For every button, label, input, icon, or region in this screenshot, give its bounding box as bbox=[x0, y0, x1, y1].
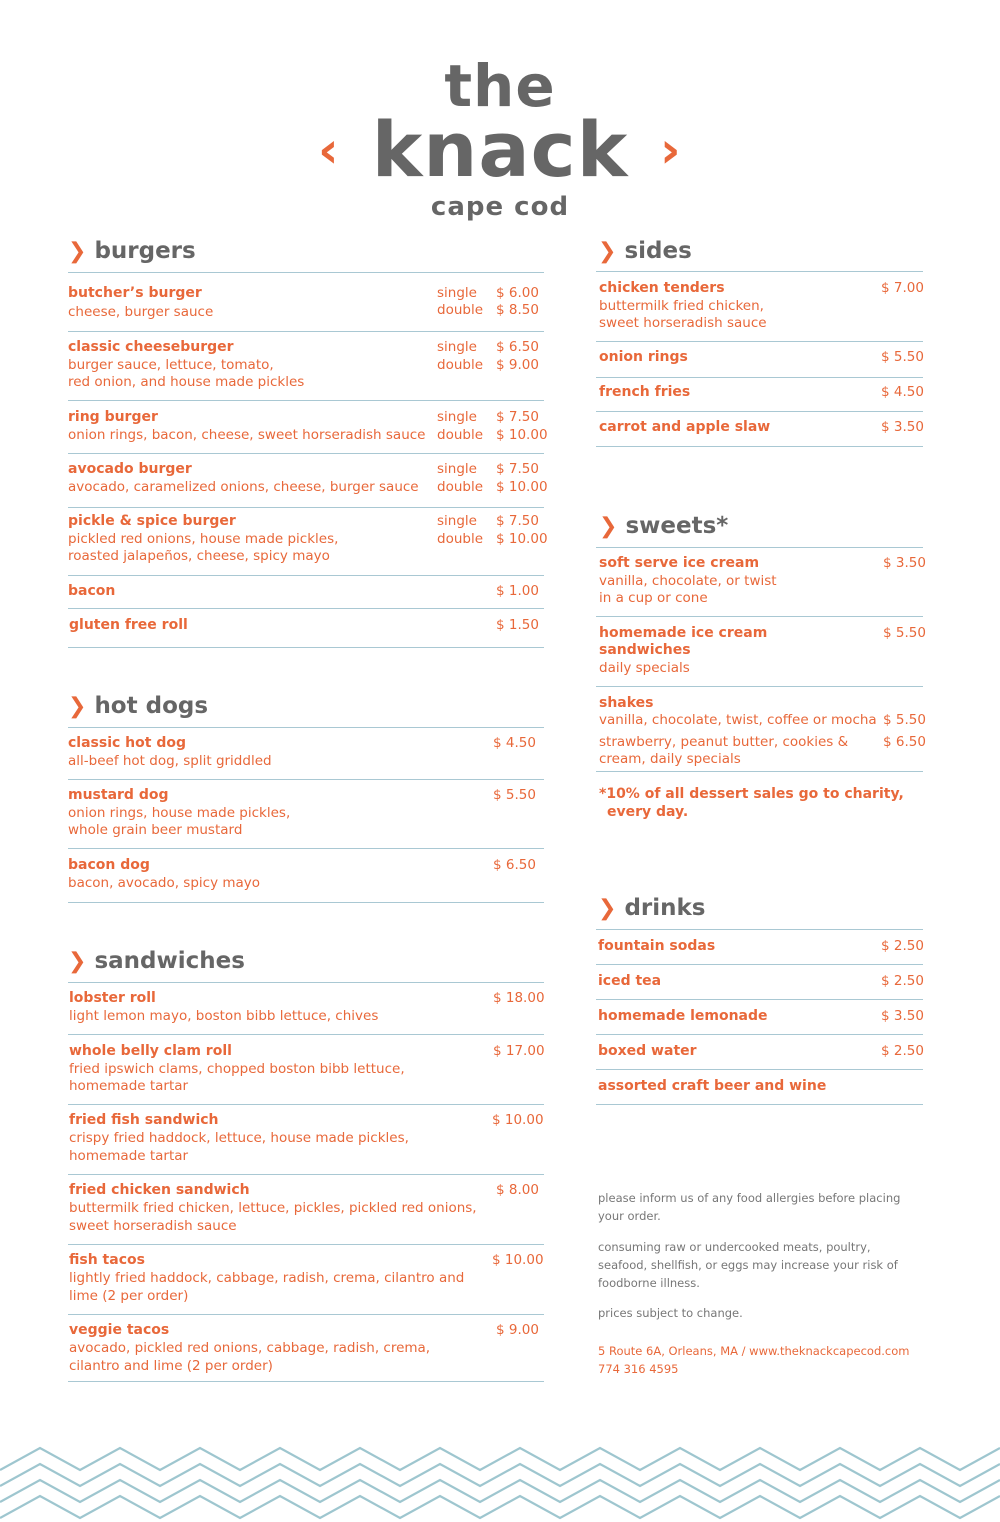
chevron-right-icon: ❯ bbox=[598, 896, 617, 921]
menu-item-desc: burger sauce, lettuce, tomato, bbox=[68, 357, 274, 373]
menu-item-desc: in a cup or cone bbox=[599, 590, 708, 606]
zigzag-line bbox=[0, 1496, 1000, 1518]
menu-item-desc: daily specials bbox=[599, 660, 690, 676]
menu-item-desc: lightly fried haddock, cabbage, radish, crema, cilantro and bbox=[69, 1270, 465, 1286]
chevron-right-icon: ❯ bbox=[68, 694, 87, 719]
section-title-text: drinks bbox=[624, 895, 706, 921]
price: $ 3.50 bbox=[881, 419, 924, 435]
price: $ 18.00 bbox=[493, 990, 545, 1006]
section-title-sweets bbox=[599, 513, 728, 539]
divider bbox=[596, 411, 923, 412]
menu-item-name: fish tacos bbox=[69, 1252, 145, 1268]
menu-item-name: veggie tacos bbox=[69, 1322, 170, 1338]
price: $ 5.50 bbox=[493, 787, 536, 803]
divider bbox=[68, 1381, 544, 1382]
divider bbox=[68, 507, 544, 508]
size-label: double bbox=[437, 427, 484, 443]
menu-item-desc: whole grain beer mustard bbox=[68, 822, 243, 838]
divider bbox=[68, 727, 544, 728]
section-title-burgers bbox=[68, 238, 196, 264]
section-title-text: sandwiches bbox=[94, 948, 245, 974]
divider bbox=[596, 616, 923, 617]
price: $ 6.50 bbox=[883, 734, 926, 750]
divider bbox=[68, 1104, 544, 1105]
price: $ 7.50 bbox=[496, 461, 539, 477]
raw-food-warning: foodborne illness. bbox=[598, 1276, 700, 1290]
divider bbox=[68, 647, 544, 648]
divider bbox=[68, 902, 544, 903]
divider bbox=[596, 686, 923, 687]
menu-item-name: avocado burger bbox=[68, 461, 192, 477]
divider bbox=[596, 271, 923, 272]
menu-item-desc: cilantro and lime (2 per order) bbox=[69, 1358, 273, 1374]
price: $ 17.00 bbox=[493, 1043, 545, 1059]
address: 5 Route 6A, Orleans, MA / www.theknackcapecod.com bbox=[598, 1344, 910, 1358]
allergy-notice: please inform us of any food allergies before placing bbox=[598, 1191, 901, 1205]
divider bbox=[68, 608, 544, 609]
price: $ 6.00 bbox=[496, 285, 539, 301]
menu-item-desc: cream, daily specials bbox=[599, 751, 741, 767]
menu-item-desc: avocado, pickled red onions, cabbage, radish, crema, bbox=[69, 1340, 431, 1356]
price: $ 8.00 bbox=[496, 1182, 539, 1198]
menu-item-name: carrot and apple slaw bbox=[599, 419, 771, 435]
menu-item-name: classic cheeseburger bbox=[68, 339, 234, 355]
menu-item-desc: buttermilk fried chicken, lettuce, pickles, pickled red onions, bbox=[69, 1200, 477, 1216]
price: $ 10.00 bbox=[492, 1112, 544, 1128]
menu-item-name: fried fish sandwich bbox=[69, 1112, 219, 1128]
price: $ 5.50 bbox=[881, 349, 924, 365]
section-title-text: sweets* bbox=[625, 513, 729, 539]
price: $ 7.50 bbox=[496, 513, 539, 529]
divider bbox=[596, 771, 923, 772]
charity-note: *10% of all dessert sales go to charity, bbox=[599, 786, 904, 802]
menu-item-name: onion rings bbox=[599, 349, 688, 365]
size-label: double bbox=[437, 531, 484, 547]
size-label: single bbox=[437, 285, 477, 301]
price: $ 5.50 bbox=[883, 625, 926, 641]
price: $ 7.00 bbox=[881, 280, 924, 296]
menu-item-desc: vanilla, chocolate, or twist bbox=[599, 573, 777, 589]
menu-item-name: chicken tenders bbox=[599, 280, 725, 296]
price: $ 5.50 bbox=[883, 712, 926, 728]
menu-item-desc: homemade tartar bbox=[69, 1078, 189, 1094]
menu-item-desc: pickled red onions, house made pickles, bbox=[68, 531, 339, 547]
section-title-hot-dogs bbox=[68, 693, 208, 719]
charity-note: every day. bbox=[607, 804, 689, 820]
divider bbox=[596, 1104, 923, 1105]
menu-item-desc: fried ipswich clams, chopped boston bibb lettuce, bbox=[69, 1061, 405, 1077]
size-label: single bbox=[437, 461, 477, 477]
divider bbox=[596, 999, 923, 1000]
menu-item-desc: strawberry, peanut butter, cookies & bbox=[599, 734, 849, 750]
divider bbox=[596, 1034, 923, 1035]
size-label: double bbox=[437, 302, 484, 318]
price: $ 10.00 bbox=[496, 531, 548, 547]
divider bbox=[68, 1034, 544, 1035]
menu-item-name: fried chicken sandwich bbox=[69, 1182, 250, 1198]
zigzag-line bbox=[0, 1480, 1000, 1502]
menu-item-name: pickle & spice burger bbox=[68, 513, 236, 529]
raw-food-warning: seafood, shellfish, or eggs may increase your risk of bbox=[598, 1258, 898, 1272]
menu-item-desc: buttermilk fried chicken, bbox=[599, 298, 764, 314]
menu-item-name: shakes bbox=[599, 695, 654, 711]
price: $ 8.50 bbox=[496, 302, 539, 318]
menu-item-desc: sweet horseradish sauce bbox=[599, 315, 767, 331]
divider bbox=[68, 1174, 544, 1175]
menu-item-name: lobster roll bbox=[69, 990, 156, 1006]
divider bbox=[68, 779, 544, 780]
menu-item-desc: onion rings, bacon, cheese, sweet horseradish sauce bbox=[68, 427, 426, 443]
menu-item-name: assorted craft beer and wine bbox=[598, 1078, 827, 1094]
divider bbox=[68, 1314, 544, 1315]
price: $ 6.50 bbox=[493, 857, 536, 873]
divider bbox=[68, 272, 544, 273]
price: $ 9.00 bbox=[496, 357, 539, 373]
price: $ 2.50 bbox=[881, 1043, 924, 1059]
menu-item-name: ring burger bbox=[68, 409, 158, 425]
menu-item-name: french fries bbox=[599, 384, 691, 400]
menu-item-name: gluten free roll bbox=[69, 617, 188, 633]
price: $ 1.00 bbox=[496, 583, 539, 599]
allergy-notice: your order. bbox=[598, 1209, 661, 1223]
divider bbox=[68, 331, 544, 332]
size-label: single bbox=[437, 513, 477, 529]
size-label: double bbox=[437, 479, 484, 495]
chevron-right-icon: ❯ bbox=[598, 239, 617, 264]
menu-item-desc: light lemon mayo, boston bibb lettuce, chives bbox=[69, 1008, 379, 1024]
chevron-right-icon: ❯ bbox=[68, 949, 87, 974]
divider bbox=[68, 1244, 544, 1245]
divider bbox=[596, 929, 923, 930]
menu-item-desc: red onion, and house made pickles bbox=[68, 374, 305, 390]
menu-item-desc: bacon, avocado, spicy mayo bbox=[68, 875, 261, 891]
menu-item-name: fountain sodas bbox=[598, 938, 716, 954]
phone-number: 774 316 4595 bbox=[598, 1362, 679, 1376]
menu-item-name: classic hot dog bbox=[68, 735, 186, 751]
chevron-right-icon: › bbox=[660, 121, 681, 179]
menu-item-desc: avocado, caramelized onions, cheese, burger sauce bbox=[68, 479, 419, 495]
price: $ 10.00 bbox=[496, 479, 548, 495]
price: $ 9.00 bbox=[496, 1322, 539, 1338]
price: $ 4.50 bbox=[881, 384, 924, 400]
raw-food-warning: consuming raw or undercooked meats, poultry, bbox=[598, 1240, 871, 1254]
menu-item-name: homemade lemonade bbox=[598, 1008, 768, 1024]
menu-item-desc: cheese, burger sauce bbox=[68, 304, 214, 320]
menu-item-desc: lime (2 per order) bbox=[69, 1288, 189, 1304]
menu-item-name: homemade ice cream bbox=[599, 625, 768, 641]
price: $ 3.50 bbox=[883, 555, 926, 571]
menu-item-name: iced tea bbox=[598, 973, 662, 989]
section-title-text: hot dogs bbox=[94, 693, 209, 719]
menu-item-desc: homemade tartar bbox=[69, 1148, 189, 1164]
menu-item-name: bacon dog bbox=[68, 857, 150, 873]
menu-item-name: whole belly clam roll bbox=[69, 1043, 232, 1059]
size-label: single bbox=[437, 339, 477, 355]
menu-item-name: sandwiches bbox=[599, 642, 691, 658]
menu-item-name: mustard dog bbox=[68, 787, 169, 803]
divider bbox=[596, 377, 923, 378]
menu-item-desc: roasted jalapeños, cheese, spicy mayo bbox=[68, 548, 330, 564]
section-title-text: sides bbox=[624, 238, 692, 264]
section-title-sides bbox=[598, 238, 692, 264]
price: $ 3.50 bbox=[881, 1008, 924, 1024]
logo-knack: knack bbox=[371, 105, 629, 194]
chevron-right-icon: ❯ bbox=[599, 514, 618, 539]
divider bbox=[68, 453, 544, 454]
price: $ 2.50 bbox=[881, 938, 924, 954]
divider bbox=[596, 1069, 923, 1070]
zigzag-line bbox=[0, 1464, 1000, 1486]
size-label: single bbox=[437, 409, 477, 425]
section-title-sandwiches bbox=[68, 948, 245, 974]
divider bbox=[596, 446, 923, 447]
divider bbox=[68, 982, 544, 983]
menu-item-desc: sweet horseradish sauce bbox=[69, 1218, 237, 1234]
zigzag-line bbox=[0, 1448, 1000, 1470]
divider bbox=[68, 400, 544, 401]
price: $ 4.50 bbox=[493, 735, 536, 751]
price: $ 7.50 bbox=[496, 409, 539, 425]
menu-item-name: soft serve ice cream bbox=[599, 555, 760, 571]
price-notice: prices subject to change. bbox=[598, 1306, 743, 1320]
section-title-text: burgers bbox=[94, 238, 196, 264]
chevron-right-icon: ❯ bbox=[68, 239, 87, 264]
menu-item-desc: vanilla, chocolate, twist, coffee or mocha bbox=[599, 712, 877, 728]
section-title-drinks bbox=[598, 895, 706, 921]
size-label: double bbox=[437, 357, 484, 373]
menu-item-name: boxed water bbox=[598, 1043, 697, 1059]
menu-item-desc: crispy fried haddock, lettuce, house made pickles, bbox=[69, 1130, 409, 1146]
divider bbox=[68, 575, 544, 576]
price: $ 1.50 bbox=[496, 617, 539, 633]
divider bbox=[596, 341, 923, 342]
menu-item-name: bacon bbox=[68, 583, 116, 599]
logo bbox=[0, 52, 1000, 227]
divider bbox=[596, 547, 923, 548]
divider bbox=[68, 848, 544, 849]
menu-item-desc: onion rings, house made pickles, bbox=[68, 805, 291, 821]
price: $ 2.50 bbox=[881, 973, 924, 989]
divider bbox=[596, 964, 923, 965]
logo-subtitle: cape cod bbox=[430, 192, 570, 222]
menu-item-desc: all-beef hot dog, split griddled bbox=[68, 753, 272, 769]
menu-item-name: butcher’s burger bbox=[68, 285, 202, 301]
chevron-left-icon: ‹ bbox=[318, 121, 339, 179]
price: $ 10.00 bbox=[496, 427, 548, 443]
price: $ 10.00 bbox=[492, 1252, 544, 1268]
price: $ 6.50 bbox=[496, 339, 539, 355]
zigzag-border bbox=[0, 1440, 1000, 1522]
logo-the: the bbox=[444, 52, 556, 120]
